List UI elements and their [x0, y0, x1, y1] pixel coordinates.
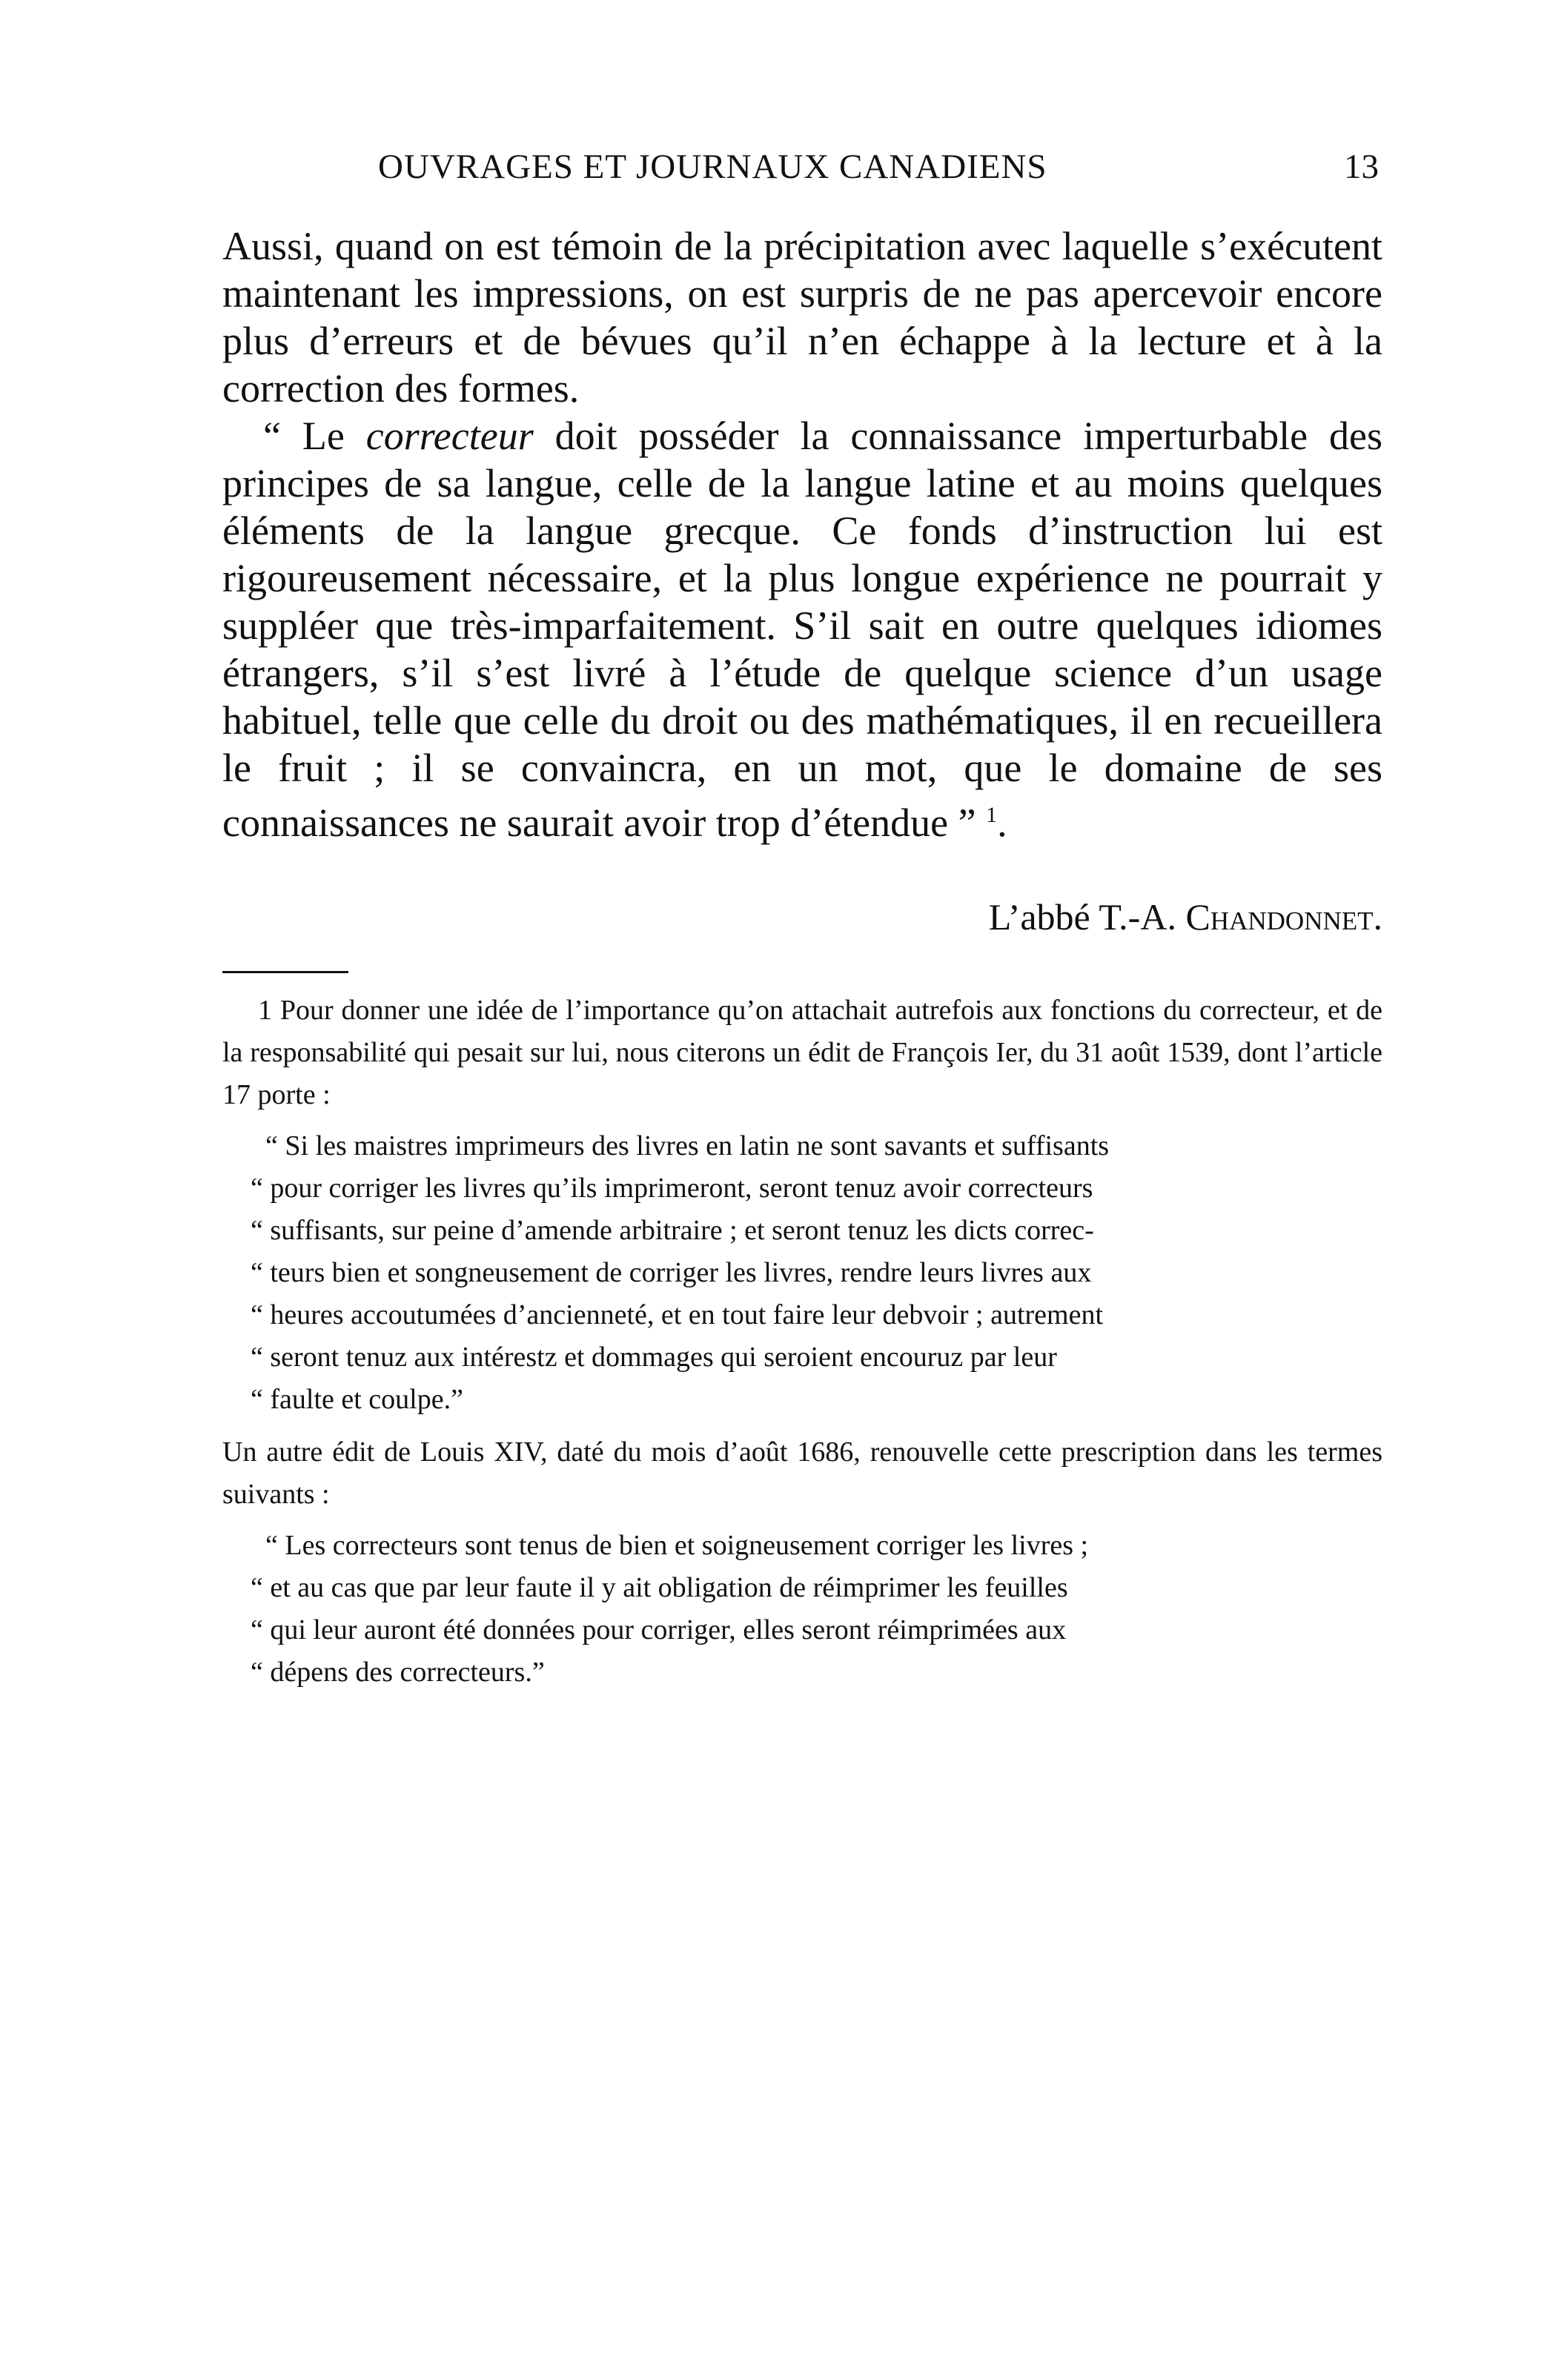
quote-line: “ teurs bien et songneusement de corriger les livres, rendre leurs livres aux: [251, 1257, 1092, 1288]
quote-line: “ seront tenuz aux intérestz et dommages qui seroient encouruz par leur: [251, 1342, 1057, 1373]
footnote-divider: [222, 971, 348, 973]
page-header: [222, 147, 1379, 199]
paragraph-1: Aussi, quand on est témoin de la précipitation avec laquelle s’exécutent maintenant les impressions, on est surpris de ne pas apercevoir encore plus d’erreurs et de bévues qu’il n’en échappe à la lecture et à la correction des formes.: [222, 224, 1382, 411]
footnote-number: 1: [258, 995, 272, 1026]
quote-line: “ qui leur auront été données pour corriger, elles seront réimprimées aux: [251, 1614, 1067, 1645]
second-edict: Un autre édit de Louis XIV, daté du mois d’août 1686, renouvelle cette prescription dans les termes suivants :: [222, 1436, 1382, 1510]
quote-line: “ pour corriger les livres qu’ils imprimeront, seront tenuz avoir correcteurs: [251, 1173, 1093, 1204]
footnote-intro-text: Pour donner une idée de l’importance qu’on attachait autrefois aux fonctions du correcteur, et de la responsabilité qui pesait sur lui, nous citerons un édit de François Ier, du 31 août 1539, dont l’article 17 porte :: [222, 995, 1383, 1110]
quote-line: “ Si les maistres imprimeurs des livres en latin ne sont savants et suffisants: [265, 1130, 1110, 1161]
signature-prefix: L’abbé T.-A.: [988, 896, 1186, 938]
signature-name: Chandonnet.: [1185, 896, 1382, 938]
quote-louis: [222, 1525, 1382, 1694]
quote-line: “ heures accoutumées d’ancienneté, et en tout faire leur debvoir ; autrement: [251, 1299, 1104, 1330]
quote-line: “ suffisants, sur peine d’amende arbitraire ; et seront tenuz les dicts correc-: [251, 1215, 1094, 1246]
paragraph-2-end: .: [997, 800, 1007, 845]
running-title: OUVRAGES ET JOURNAUX CANADIENS: [378, 147, 1047, 186]
open-quote: “ Le: [263, 414, 366, 458]
quote-line: “ dépens des correcteurs.”: [251, 1657, 545, 1688]
footnote-ref: 1: [986, 803, 998, 827]
quote-line: “ faulte et coulpe.”: [251, 1384, 463, 1415]
quote-francois: [222, 1125, 1382, 1421]
signature: [989, 895, 1382, 938]
paragraph-2: [222, 412, 1382, 846]
quote-line: “ Les correcteurs sont tenus de bien et soigneusement corriger les livres ;: [265, 1530, 1089, 1561]
main-text: [222, 222, 1382, 846]
page-number: 13: [1344, 147, 1379, 186]
footnote-intro: [222, 990, 1382, 1116]
italic-term: correcteur: [365, 414, 534, 458]
quote-line: “ et au cas que par leur faute il y ait obligation de réimprimer les feuilles: [251, 1572, 1068, 1603]
paragraph-2-text: doit posséder la connaissance imperturbable des principes de sa langue, celle de la langue latine et au moins quelques éléments de la langue grecque. Ce fonds d’instruction lui est rigoureusement nécessaire, et la plus longue expérience ne pourrait y suppléer que très-imparfaitement. S’il sait en outre quelques idiomes étrangers, s’il s’est livré à l’étude de quelque science d’un usage habituel, telle que celle du droit ou des mathématiques, il en recueillera le fruit ; il se convaincra, en un mot, que le domaine de ses connaissances ne saurait avoir trop d’étendue ”: [222, 414, 1382, 845]
footnotes: [222, 990, 1382, 1704]
